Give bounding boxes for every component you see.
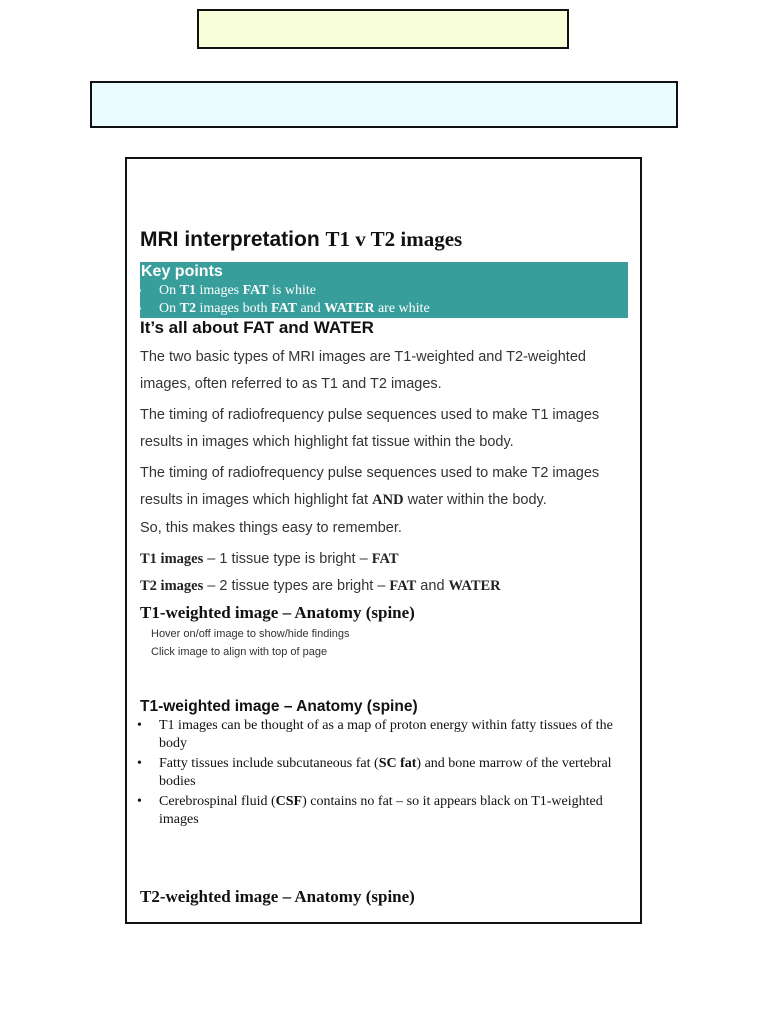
list-item: • Fatty tissues include subcutaneous fat (SC fat) and bone marrow of the vertebral bodies [136,755,631,791]
paragraph-t2-timing: The timing of radiofrequency pulse sequences used to make T2 images results in images which highlight fat AND water within the body. [140,465,600,508]
paragraph-intro: The two basic types of MRI images are T1-weighted and T2-weighted images, often referred to as T1 and T2 images. [140,349,586,392]
key-point-item: • On T2 images both FAT and WATER are white [140,300,430,318]
t2-summary-line: T2 images – 2 tissue types are bright – FAT and WATER [140,578,501,594]
subheader-banner-box [90,81,678,128]
key-point-item: • On T1 images FAT is white [140,282,430,300]
hover-hint: Hover on/off image to show/hide findings [151,628,350,640]
section-heading: It’s all about FAT and WATER [140,318,374,337]
t2-anatomy-heading: T2-weighted image – Anatomy (spine) [140,887,415,906]
t1-anatomy-heading: T1-weighted image – Anatomy (spine) [140,603,415,622]
t1-summary-line: T1 images – 1 tissue type is bright – FAT [140,551,399,567]
t1-anatomy-subheading: T1-weighted image – Anatomy (spine) [140,698,418,715]
click-hint: Click image to align with top of page [151,646,328,658]
t1-bullet-list [136,717,631,831]
paragraph-t1-timing: The timing of radiofrequency pulse sequences used to make T1 images results in images which highlight fat tissue within the body. [140,407,600,450]
list-item: • Cerebrospinal fluid (CSF) contains no fat – so it appears black on T1-weighted images [136,793,631,829]
list-item: • T1 images can be thought of as a map of proton energy within fatty tissues of the body [136,717,631,753]
page-title: MRI interpretation T1 v T2 images [140,227,463,251]
key-points-box [140,262,628,318]
key-points-heading: Key points [141,263,223,280]
paragraph-remember: So, this makes things easy to remember. [140,520,402,536]
header-banner-box [197,9,569,49]
key-points-list [140,282,430,318]
